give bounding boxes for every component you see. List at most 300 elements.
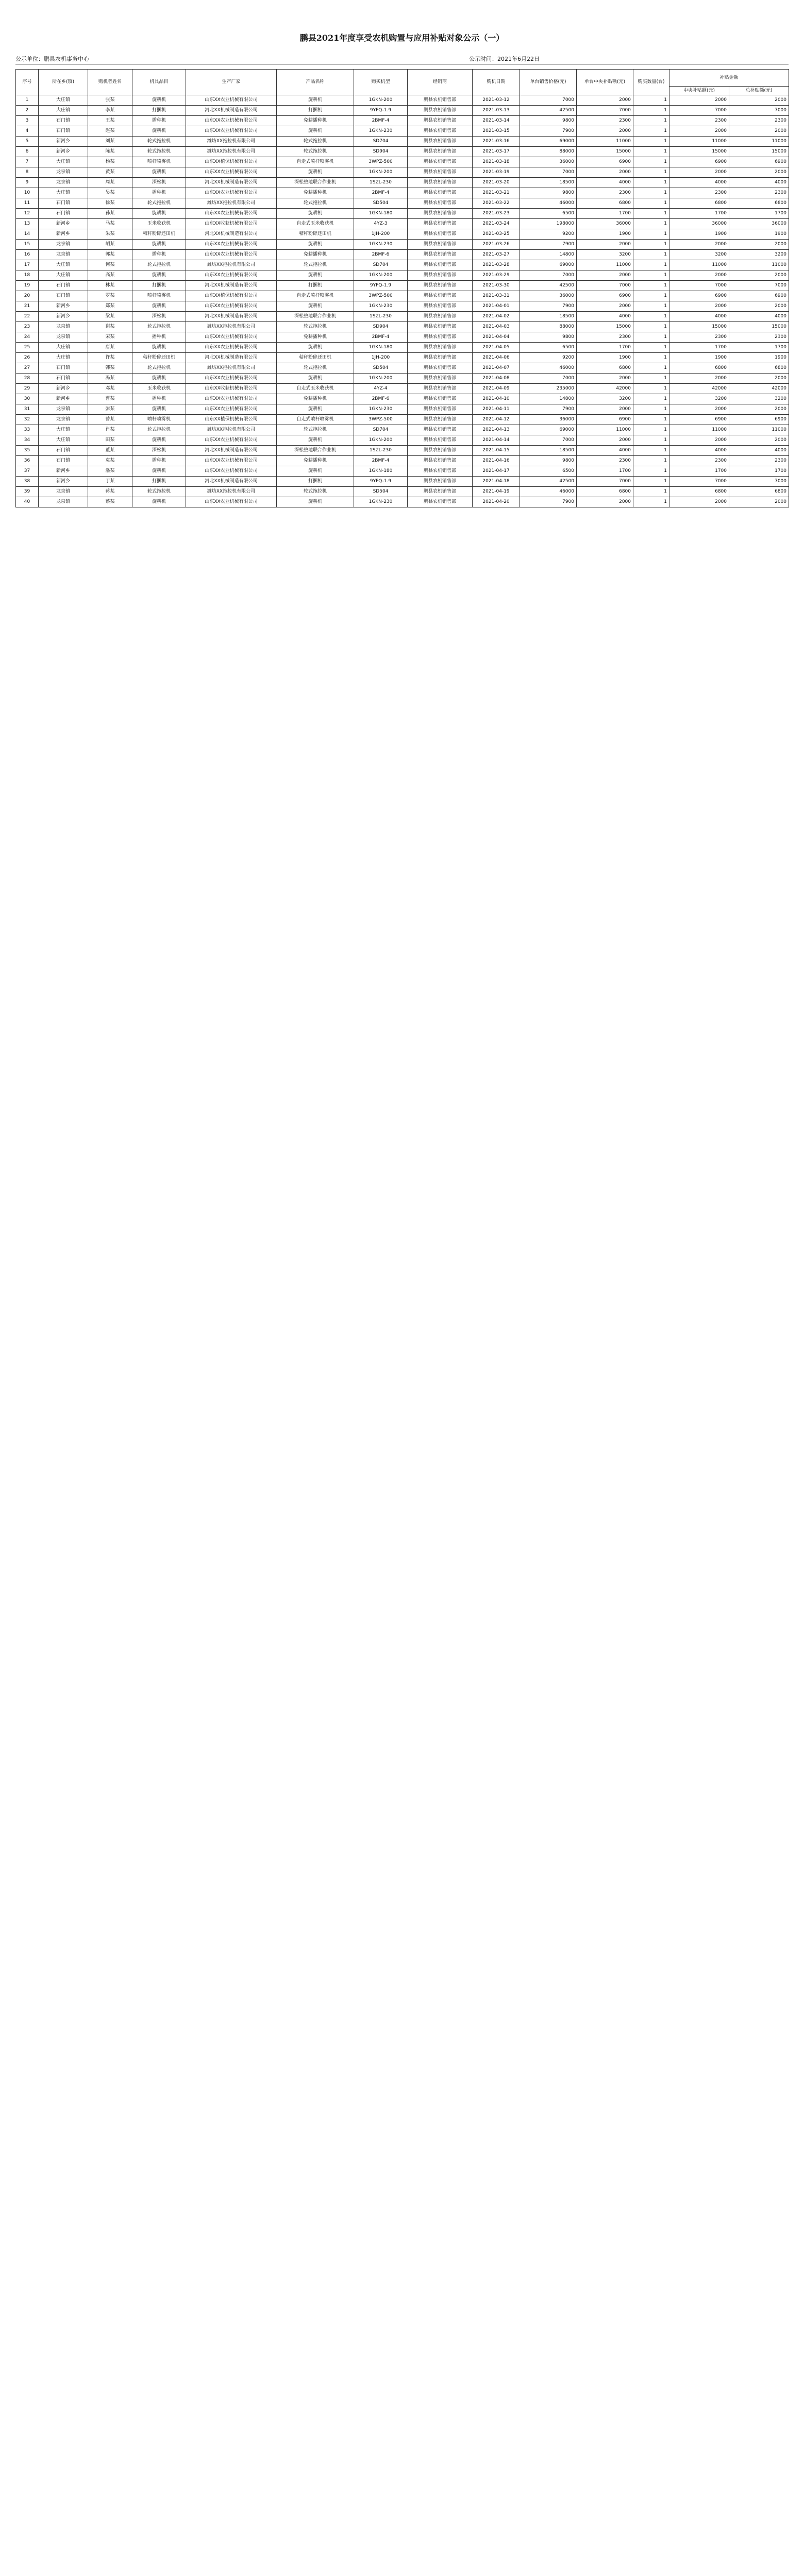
cell-dealer: 鹏县农机销售部 — [408, 363, 473, 374]
cell-buyer: 邓某 — [88, 384, 132, 394]
cell-town: 龙泉镇 — [39, 487, 88, 497]
cell-date: 2021-03-15 — [473, 126, 520, 137]
cell-town: 石门镇 — [39, 363, 88, 374]
cell-seq: 10 — [16, 188, 39, 198]
cell-manufacturer: 山东XX植保机械有限公司 — [186, 157, 277, 167]
cell-seq: 37 — [16, 466, 39, 477]
cell-category: 旋耕机 — [132, 301, 186, 312]
cell-total-subsidy: 6900 — [729, 291, 789, 301]
cell-unit-subsidy: 7000 — [577, 477, 633, 487]
col-header-seq: 序号 — [16, 70, 39, 95]
cell-dealer: 鹏县农机销售部 — [408, 157, 473, 167]
cell-seq: 27 — [16, 363, 39, 374]
cell-manufacturer: 河北XX机械制造有限公司 — [186, 446, 277, 456]
cell-buyer: 吴某 — [88, 188, 132, 198]
cell-category: 轮式拖拉机 — [132, 137, 186, 147]
cell-manufacturer: 山东XX收获机械有限公司 — [186, 219, 277, 229]
cell-seq: 16 — [16, 250, 39, 260]
cell-buyer: 徐某 — [88, 198, 132, 209]
cell-central-subsidy: 36000 — [669, 219, 729, 229]
cell-central-subsidy: 3200 — [669, 394, 729, 404]
cell-buyer: 蔡某 — [88, 497, 132, 507]
cell-price: 36000 — [520, 291, 577, 301]
cell-total-subsidy: 2300 — [729, 456, 789, 466]
cell-unit-subsidy: 6900 — [577, 415, 633, 425]
cell-category: 播种机 — [132, 250, 186, 260]
cell-product: 秸秆粉碎还田机 — [277, 353, 354, 363]
cell-product: 免耕播种机 — [277, 456, 354, 466]
cell-quantity: 1 — [633, 281, 669, 291]
cell-quantity: 1 — [633, 250, 669, 260]
cell-price: 14800 — [520, 250, 577, 260]
cell-central-subsidy: 7000 — [669, 106, 729, 116]
cell-product: 自走式玉米收获机 — [277, 219, 354, 229]
table-row — [16, 497, 789, 507]
table-row — [16, 188, 789, 198]
cell-category: 播种机 — [132, 394, 186, 404]
cell-unit-subsidy: 4000 — [577, 312, 633, 322]
cell-product: 旋耕机 — [277, 497, 354, 507]
cell-price: 88000 — [520, 147, 577, 157]
cell-buyer: 曾某 — [88, 415, 132, 425]
cell-unit-subsidy: 15000 — [577, 147, 633, 157]
cell-category: 旋耕机 — [132, 404, 186, 415]
cell-total-subsidy: 2000 — [729, 167, 789, 178]
cell-total-subsidy: 2000 — [729, 240, 789, 250]
cell-dealer: 鹏县农机销售部 — [408, 291, 473, 301]
col-header-unit-subsidy: 单台中央补贴额(元) — [577, 70, 633, 95]
publish-date-label: 公示时间：2021年6月22日 — [469, 56, 540, 62]
cell-total-subsidy: 6900 — [729, 157, 789, 167]
cell-price: 46000 — [520, 363, 577, 374]
cell-model: 2BMF-4 — [354, 188, 408, 198]
cell-seq: 36 — [16, 456, 39, 466]
cell-date: 2021-03-23 — [473, 209, 520, 219]
cell-model: 9YFQ-1.9 — [354, 477, 408, 487]
cell-category: 播种机 — [132, 456, 186, 466]
cell-town: 龙泉镇 — [39, 240, 88, 250]
cell-category: 旋耕机 — [132, 343, 186, 353]
cell-date: 2021-04-02 — [473, 312, 520, 322]
cell-model: 1JH-200 — [354, 353, 408, 363]
cell-unit-subsidy: 1700 — [577, 343, 633, 353]
cell-central-subsidy: 4000 — [669, 178, 729, 188]
cell-central-subsidy: 2300 — [669, 456, 729, 466]
cell-product: 旋耕机 — [277, 404, 354, 415]
cell-model: SD704 — [354, 425, 408, 435]
cell-category: 旋耕机 — [132, 167, 186, 178]
cell-manufacturer: 潍坊XX拖拉机有限公司 — [186, 137, 277, 147]
cell-category: 轮式拖拉机 — [132, 322, 186, 332]
cell-date: 2021-03-24 — [473, 219, 520, 229]
cell-buyer: 罗某 — [88, 291, 132, 301]
cell-price: 7900 — [520, 404, 577, 415]
cell-seq: 39 — [16, 487, 39, 497]
cell-dealer: 鹏县农机销售部 — [408, 435, 473, 446]
cell-product: 旋耕机 — [277, 374, 354, 384]
cell-town: 新河乡 — [39, 229, 88, 240]
cell-quantity: 1 — [633, 198, 669, 209]
cell-model: 1GKN-230 — [354, 240, 408, 250]
cell-total-subsidy: 2300 — [729, 332, 789, 343]
cell-central-subsidy: 11000 — [669, 425, 729, 435]
cell-central-subsidy: 6800 — [669, 363, 729, 374]
cell-total-subsidy: 42000 — [729, 384, 789, 394]
col-header-price: 单台销售价格(元) — [520, 70, 577, 95]
cell-central-subsidy: 2000 — [669, 497, 729, 507]
cell-date: 2021-03-22 — [473, 198, 520, 209]
cell-date: 2021-04-09 — [473, 384, 520, 394]
cell-quantity: 1 — [633, 497, 669, 507]
table-row — [16, 332, 789, 343]
cell-date: 2021-04-03 — [473, 322, 520, 332]
cell-quantity: 1 — [633, 374, 669, 384]
table-row — [16, 446, 789, 456]
cell-unit-subsidy: 2000 — [577, 126, 633, 137]
cell-unit-subsidy: 4000 — [577, 178, 633, 188]
cell-model: 9YFQ-1.9 — [354, 106, 408, 116]
cell-town: 龙泉镇 — [39, 250, 88, 260]
cell-town: 新河乡 — [39, 394, 88, 404]
cell-central-subsidy: 11000 — [669, 137, 729, 147]
table-row — [16, 126, 789, 137]
cell-dealer: 鹏县农机销售部 — [408, 178, 473, 188]
cell-category: 旋耕机 — [132, 95, 186, 106]
cell-central-subsidy: 1700 — [669, 343, 729, 353]
cell-town: 新河乡 — [39, 466, 88, 477]
cell-price: 69000 — [520, 260, 577, 270]
cell-product: 自走式玉米收获机 — [277, 384, 354, 394]
cell-price: 36000 — [520, 415, 577, 425]
cell-manufacturer: 山东XX农业机械有限公司 — [186, 456, 277, 466]
cell-product: 打捆机 — [277, 106, 354, 116]
cell-seq: 14 — [16, 229, 39, 240]
cell-category: 秸秆粉碎还田机 — [132, 229, 186, 240]
cell-price: 18500 — [520, 446, 577, 456]
cell-price: 88000 — [520, 322, 577, 332]
cell-central-subsidy: 1900 — [669, 353, 729, 363]
cell-buyer: 郭某 — [88, 250, 132, 260]
cell-product: 轮式拖拉机 — [277, 322, 354, 332]
cell-date: 2021-04-16 — [473, 456, 520, 466]
cell-buyer: 林某 — [88, 281, 132, 291]
cell-product: 免耕播种机 — [277, 250, 354, 260]
table-row — [16, 219, 789, 229]
cell-unit-subsidy: 1700 — [577, 209, 633, 219]
cell-manufacturer: 山东XX农业机械有限公司 — [186, 394, 277, 404]
cell-model: 2BMF-6 — [354, 394, 408, 404]
cell-seq: 18 — [16, 270, 39, 281]
cell-unit-subsidy: 2000 — [577, 435, 633, 446]
cell-product: 免耕播种机 — [277, 188, 354, 198]
cell-buyer: 马某 — [88, 219, 132, 229]
cell-date: 2021-04-18 — [473, 477, 520, 487]
cell-town: 大庄镇 — [39, 157, 88, 167]
cell-quantity: 1 — [633, 384, 669, 394]
cell-central-subsidy: 6800 — [669, 198, 729, 209]
cell-category: 深松机 — [132, 312, 186, 322]
table-row — [16, 374, 789, 384]
cell-model: SD504 — [354, 363, 408, 374]
cell-category: 轮式拖拉机 — [132, 260, 186, 270]
cell-manufacturer: 河北XX机械制造有限公司 — [186, 312, 277, 322]
col-header-town: 所在乡(镇) — [39, 70, 88, 95]
cell-seq: 25 — [16, 343, 39, 353]
cell-date: 2021-03-17 — [473, 147, 520, 157]
cell-product: 轮式拖拉机 — [277, 363, 354, 374]
cell-product: 深松整地联合作业机 — [277, 446, 354, 456]
cell-dealer: 鹏县农机销售部 — [408, 322, 473, 332]
cell-product: 轮式拖拉机 — [277, 198, 354, 209]
table-row — [16, 415, 789, 425]
cell-buyer: 朱某 — [88, 229, 132, 240]
cell-total-subsidy: 2000 — [729, 497, 789, 507]
cell-unit-subsidy: 2000 — [577, 270, 633, 281]
cell-total-subsidy: 3200 — [729, 250, 789, 260]
cell-manufacturer: 山东XX农业机械有限公司 — [186, 95, 277, 106]
cell-town: 石门镇 — [39, 198, 88, 209]
cell-total-subsidy: 4000 — [729, 312, 789, 322]
cell-total-subsidy: 6800 — [729, 363, 789, 374]
cell-model: 2BMF-6 — [354, 250, 408, 260]
cell-central-subsidy: 2000 — [669, 240, 729, 250]
cell-unit-subsidy: 36000 — [577, 219, 633, 229]
cell-model: 1SZL-230 — [354, 312, 408, 322]
cell-central-subsidy: 6900 — [669, 291, 729, 301]
cell-product: 旋耕机 — [277, 126, 354, 137]
col-header-quantity: 购买数量(台) — [633, 70, 669, 95]
cell-town: 新河乡 — [39, 147, 88, 157]
cell-category: 轮式拖拉机 — [132, 198, 186, 209]
cell-buyer: 谢某 — [88, 322, 132, 332]
table-body — [16, 95, 789, 507]
cell-dealer: 鹏县农机销售部 — [408, 147, 473, 157]
cell-date: 2021-04-07 — [473, 363, 520, 374]
cell-seq: 3 — [16, 116, 39, 126]
cell-model: 1GKN-180 — [354, 466, 408, 477]
cell-model: 1GKN-180 — [354, 209, 408, 219]
cell-product: 旋耕机 — [277, 435, 354, 446]
cell-quantity: 1 — [633, 353, 669, 363]
cell-quantity: 1 — [633, 446, 669, 456]
cell-seq: 2 — [16, 106, 39, 116]
cell-category: 喷杆喷雾机 — [132, 415, 186, 425]
cell-manufacturer: 潍坊XX拖拉机有限公司 — [186, 198, 277, 209]
cell-product: 旋耕机 — [277, 343, 354, 353]
cell-dealer: 鹏县农机销售部 — [408, 343, 473, 353]
cell-quantity: 1 — [633, 322, 669, 332]
table-row — [16, 477, 789, 487]
cell-date: 2021-03-12 — [473, 95, 520, 106]
cell-price: 36000 — [520, 157, 577, 167]
cell-quantity: 1 — [633, 95, 669, 106]
cell-dealer: 鹏县农机销售部 — [408, 260, 473, 270]
cell-quantity: 1 — [633, 312, 669, 322]
cell-category: 玉米收获机 — [132, 384, 186, 394]
cell-unit-subsidy: 6800 — [577, 198, 633, 209]
cell-date: 2021-04-14 — [473, 435, 520, 446]
cell-buyer: 赵某 — [88, 126, 132, 137]
cell-town: 龙泉镇 — [39, 497, 88, 507]
cell-central-subsidy: 7000 — [669, 477, 729, 487]
cell-manufacturer: 山东XX农业机械有限公司 — [186, 240, 277, 250]
cell-date: 2021-03-18 — [473, 157, 520, 167]
cell-buyer: 冯某 — [88, 374, 132, 384]
cell-seq: 1 — [16, 95, 39, 106]
cell-product: 秸秆粉碎还田机 — [277, 229, 354, 240]
cell-model: 2BMF-4 — [354, 456, 408, 466]
cell-seq: 6 — [16, 147, 39, 157]
cell-model: 1GKN-200 — [354, 270, 408, 281]
cell-seq: 5 — [16, 137, 39, 147]
cell-price: 6500 — [520, 209, 577, 219]
cell-buyer: 胡某 — [88, 240, 132, 250]
cell-date: 2021-03-16 — [473, 137, 520, 147]
cell-dealer: 鹏县农机销售部 — [408, 384, 473, 394]
table-row — [16, 312, 789, 322]
table-row — [16, 157, 789, 167]
cell-total-subsidy: 2000 — [729, 126, 789, 137]
table-row — [16, 343, 789, 353]
cell-seq: 30 — [16, 394, 39, 404]
cell-total-subsidy: 15000 — [729, 322, 789, 332]
cell-category: 秸秆粉碎还田机 — [132, 353, 186, 363]
cell-category: 播种机 — [132, 188, 186, 198]
cell-quantity: 1 — [633, 415, 669, 425]
cell-unit-subsidy: 2000 — [577, 240, 633, 250]
cell-town: 石门镇 — [39, 374, 88, 384]
cell-price: 9800 — [520, 332, 577, 343]
cell-date: 2021-04-05 — [473, 343, 520, 353]
cell-dealer: 鹏县农机销售部 — [408, 466, 473, 477]
cell-buyer: 梁某 — [88, 312, 132, 322]
cell-quantity: 1 — [633, 435, 669, 446]
cell-seq: 12 — [16, 209, 39, 219]
cell-model: 1GKN-230 — [354, 301, 408, 312]
cell-price: 7900 — [520, 126, 577, 137]
cell-quantity: 1 — [633, 137, 669, 147]
cell-central-subsidy: 2000 — [669, 435, 729, 446]
cell-dealer: 鹏县农机销售部 — [408, 250, 473, 260]
cell-dealer: 鹏县农机销售部 — [408, 312, 473, 322]
col-header-central-subsidy: 中央补贴额(元) — [669, 87, 729, 95]
cell-price: 6500 — [520, 466, 577, 477]
cell-dealer: 鹏县农机销售部 — [408, 332, 473, 343]
cell-buyer: 黄某 — [88, 167, 132, 178]
table-row — [16, 229, 789, 240]
cell-price: 69000 — [520, 137, 577, 147]
cell-dealer: 鹏县农机销售部 — [408, 353, 473, 363]
cell-quantity: 1 — [633, 291, 669, 301]
cell-model: 1JH-200 — [354, 229, 408, 240]
cell-dealer: 鹏县农机销售部 — [408, 477, 473, 487]
cell-model: 1GKN-230 — [354, 404, 408, 415]
cell-category: 打捆机 — [132, 281, 186, 291]
cell-quantity: 1 — [633, 240, 669, 250]
cell-central-subsidy: 2000 — [669, 95, 729, 106]
cell-central-subsidy: 4000 — [669, 446, 729, 456]
cell-town: 大庄镇 — [39, 435, 88, 446]
cell-unit-subsidy: 6800 — [577, 487, 633, 497]
cell-central-subsidy: 2000 — [669, 404, 729, 415]
cell-seq: 15 — [16, 240, 39, 250]
cell-total-subsidy: 36000 — [729, 219, 789, 229]
table-row — [16, 95, 789, 106]
cell-central-subsidy: 2300 — [669, 332, 729, 343]
cell-central-subsidy: 7000 — [669, 281, 729, 291]
cell-date: 2021-03-14 — [473, 116, 520, 126]
cell-dealer: 鹏县农机销售部 — [408, 198, 473, 209]
cell-total-subsidy: 11000 — [729, 137, 789, 147]
col-header-product: 产品名称 — [277, 70, 354, 95]
cell-buyer: 曹某 — [88, 394, 132, 404]
cell-manufacturer: 河北XX机械制造有限公司 — [186, 178, 277, 188]
cell-buyer: 许某 — [88, 353, 132, 363]
cell-model: 1GKN-200 — [354, 167, 408, 178]
cell-town: 石门镇 — [39, 126, 88, 137]
cell-total-subsidy: 3200 — [729, 394, 789, 404]
cell-town: 龙泉镇 — [39, 178, 88, 188]
cell-product: 旋耕机 — [277, 270, 354, 281]
publisher-label: 公示单位：鹏县农机事务中心 — [15, 56, 89, 62]
cell-price: 9800 — [520, 188, 577, 198]
cell-seq: 38 — [16, 477, 39, 487]
cell-seq: 23 — [16, 322, 39, 332]
table-row — [16, 435, 789, 446]
cell-date: 2021-03-20 — [473, 178, 520, 188]
cell-seq: 40 — [16, 497, 39, 507]
cell-buyer: 孙某 — [88, 209, 132, 219]
cell-manufacturer: 山东XX农业机械有限公司 — [186, 167, 277, 178]
cell-dealer: 鹏县农机销售部 — [408, 394, 473, 404]
cell-dealer: 鹏县农机销售部 — [408, 229, 473, 240]
cell-buyer: 陈某 — [88, 147, 132, 157]
cell-model: 1GKN-230 — [354, 126, 408, 137]
cell-date: 2021-04-19 — [473, 487, 520, 497]
table-row — [16, 147, 789, 157]
cell-category: 打捆机 — [132, 106, 186, 116]
cell-buyer: 李某 — [88, 106, 132, 116]
cell-seq: 9 — [16, 178, 39, 188]
cell-date: 2021-04-10 — [473, 394, 520, 404]
cell-unit-subsidy: 1900 — [577, 353, 633, 363]
cell-dealer: 鹏县农机销售部 — [408, 497, 473, 507]
cell-seq: 22 — [16, 312, 39, 322]
cell-buyer: 彭某 — [88, 404, 132, 415]
cell-product: 深松整地联合作业机 — [277, 312, 354, 322]
cell-central-subsidy: 2000 — [669, 167, 729, 178]
cell-product: 打捆机 — [277, 477, 354, 487]
cell-date: 2021-03-30 — [473, 281, 520, 291]
cell-category: 轮式拖拉机 — [132, 425, 186, 435]
cell-total-subsidy: 2000 — [729, 404, 789, 415]
cell-unit-subsidy: 2000 — [577, 95, 633, 106]
cell-quantity: 1 — [633, 477, 669, 487]
cell-unit-subsidy: 2000 — [577, 301, 633, 312]
cell-price: 42500 — [520, 477, 577, 487]
cell-quantity: 1 — [633, 167, 669, 178]
cell-quantity: 1 — [633, 147, 669, 157]
cell-date: 2021-04-01 — [473, 301, 520, 312]
cell-town: 龙泉镇 — [39, 415, 88, 425]
cell-date: 2021-04-11 — [473, 404, 520, 415]
cell-product: 打捆机 — [277, 281, 354, 291]
cell-model: 3WPZ-500 — [354, 415, 408, 425]
cell-town: 新河乡 — [39, 301, 88, 312]
cell-town: 石门镇 — [39, 209, 88, 219]
cell-manufacturer: 山东XX收获机械有限公司 — [186, 384, 277, 394]
cell-manufacturer: 山东XX农业机械有限公司 — [186, 332, 277, 343]
